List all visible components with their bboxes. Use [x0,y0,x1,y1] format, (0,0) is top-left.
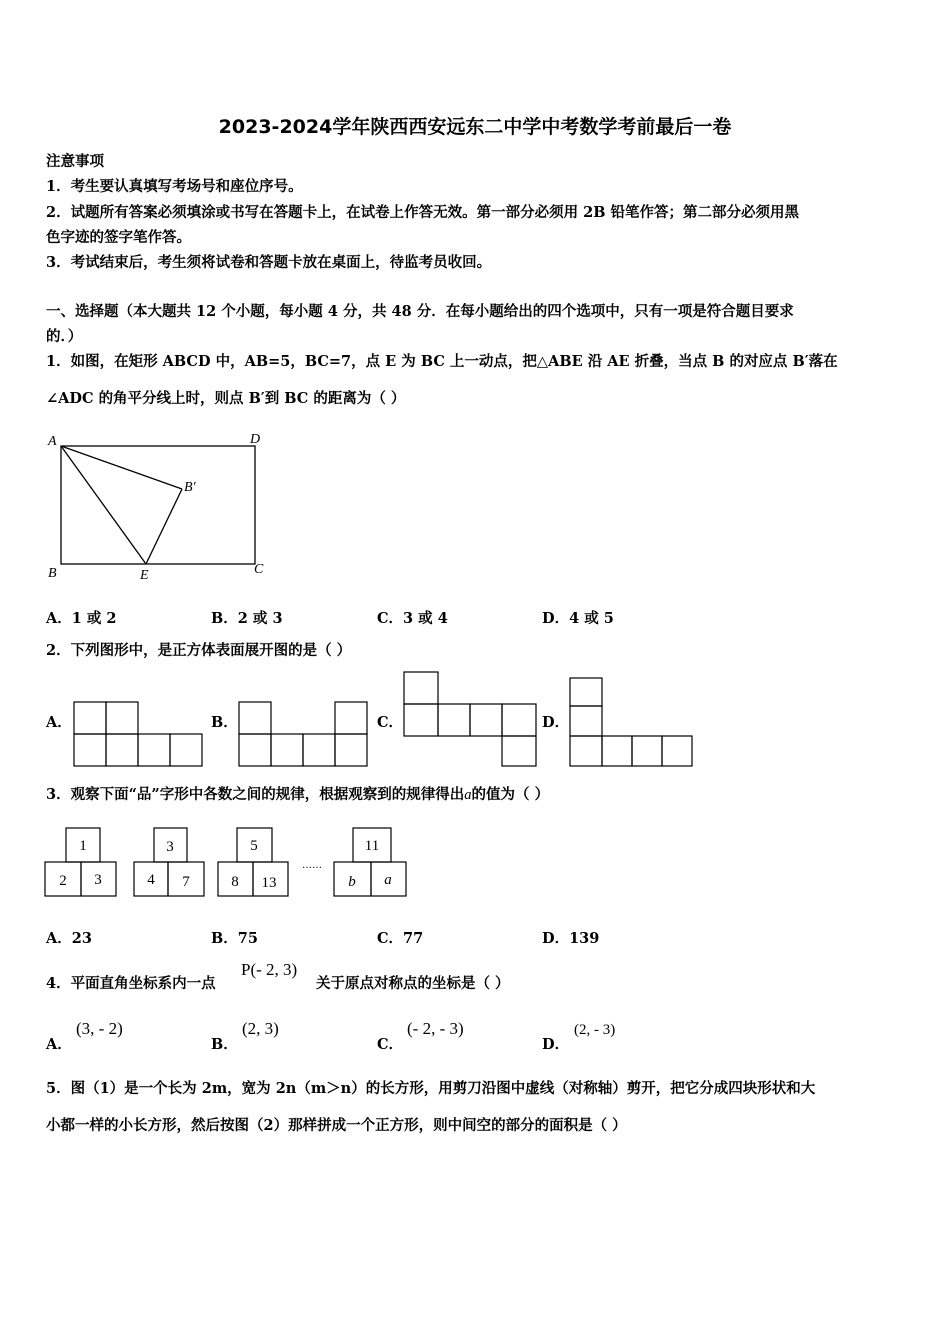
page-title: 2023-2024学年陕西西安远东二中学中考数学考前最后一卷 [218,116,732,138]
q3-ellipsis: …… [302,860,322,871]
q1-option-d[interactable]: D．4 或 5 [542,610,614,627]
q3-stem [46,785,549,805]
q5-stem-cont: 小都一样的小长方形，然后按图（2）那样拼成一个正方形，则中间空的部分的面积是（ ） [46,1117,627,1134]
q3-fig3-top: 5 [250,838,258,854]
q4-option-d-value[interactable]: (2, - 3) [574,1022,616,1038]
q3-fig2-left: 4 [147,872,155,888]
q3-fig1-right: 3 [94,872,102,888]
q3-option-b[interactable]: B．75 [211,930,258,947]
q4-option-a-value[interactable]: (3, - 2) [76,1019,123,1038]
q4-option-d-label[interactable]: D． [542,1036,570,1053]
q3-fig3-left: 8 [231,874,239,890]
label-b-prime: B′ [184,480,196,495]
notice-item: 3．考试结束后，考生须将试卷和答题卡放在桌面上，待监考员收回。 [46,254,492,271]
q4-option-c-label[interactable]: C． [377,1036,404,1053]
q3-fig4-top: 11 [364,838,380,854]
notice-item: 1．考生要认真填写考场号和座位序号。 [46,178,303,195]
q3-option-d[interactable]: D．139 [542,930,600,947]
notice-item: 色字迹的签字笔作答。 [46,229,191,246]
label-d: D [250,432,261,447]
label-b: B [48,566,57,581]
q3-fig4-left: b [348,874,356,890]
q4-stem-post: 关于原点对称点的坐标是（ ） [316,975,510,992]
q3-figures [40,825,420,905]
q3-fig1-top: 1 [79,838,87,854]
q2-option-a[interactable]: A． [46,714,72,731]
q2-net-c [402,670,542,770]
section-heading: 一、选择题（本大题共 12 个小题，每小题 4 分，共 48 分．在每小题给出的四个选项中，只有一项是符合题目要求 [46,303,794,320]
q3-fig2-right: 7 [182,874,190,890]
notice-heading: 注意事项 [46,153,104,170]
q4-option-b-value[interactable]: (2, 3) [242,1019,279,1038]
q3-fig1-left: 2 [59,873,67,889]
notice-item: 2．试题所有答案必须填涂或书写在答题卡上，在试卷上作答无效。第一部分必须用 2B 铅笔作答；第二部分必须用黑 [46,204,800,221]
q1-option-b[interactable]: B．2 或 3 [211,610,283,627]
q2-net-b [237,700,371,768]
q2-stem: 2．下列图形中，是正方体表面展开图的是（ ） [46,642,352,659]
label-a: A [48,434,57,449]
label-c: C [254,562,264,577]
q2-option-b[interactable]: B． [211,714,238,731]
q4-option-b-label[interactable]: B． [211,1036,238,1053]
q2-option-d[interactable]: D． [542,714,570,731]
q1-option-c[interactable]: C．3 或 4 [377,610,448,627]
q1-figure [40,425,280,585]
q5-stem: 5．图（1）是一个长为 2m，宽为 2n（m＞n）的长方形，用剪刀沿图中虚线（对称轴）剪开，把它分成四块形状和大 [46,1080,816,1097]
q3-stem-post: 的值为（ ） [471,786,550,803]
q2-option-c[interactable]: C． [377,714,404,731]
q2-net-a [72,700,206,768]
q4-option-c-value[interactable]: (- 2, - 3) [407,1019,464,1038]
section-heading-cont: 的．） [46,328,83,345]
q3-option-a[interactable]: A．23 [46,930,92,947]
q3-fig3-right: 13 [261,875,277,891]
q1-stem-cont: ∠ADC 的角平分线上时，则点 B′到 BC 的距离为（ ） [46,390,406,407]
q3-stem-pre: 3．观察下面“品”字形中各数之间的规律，根据观察到的规律得出 [46,786,465,803]
q1-stem: 1．如图，在矩形 ABCD 中，AB=5，BC=7，点 E 为 BC 上一动点，把△ABE 沿 AE 折叠，当点 B 的对应点 B′落在 [46,353,838,370]
q4-stem-pre: 4．平面直角坐标系内一点 [46,975,216,992]
q4-point: P(- 2, 3) [241,960,298,979]
q4-option-a-label[interactable]: A． [46,1036,72,1053]
q3-option-c[interactable]: C．77 [377,930,424,947]
q3-fig2-top: 3 [166,839,174,855]
label-e: E [140,568,149,583]
q3-fig4-right: a [384,872,392,888]
q3-stem-variable: a [464,787,472,803]
q1-option-a[interactable]: A．1 或 2 [46,610,117,627]
q2-net-d [568,676,694,768]
